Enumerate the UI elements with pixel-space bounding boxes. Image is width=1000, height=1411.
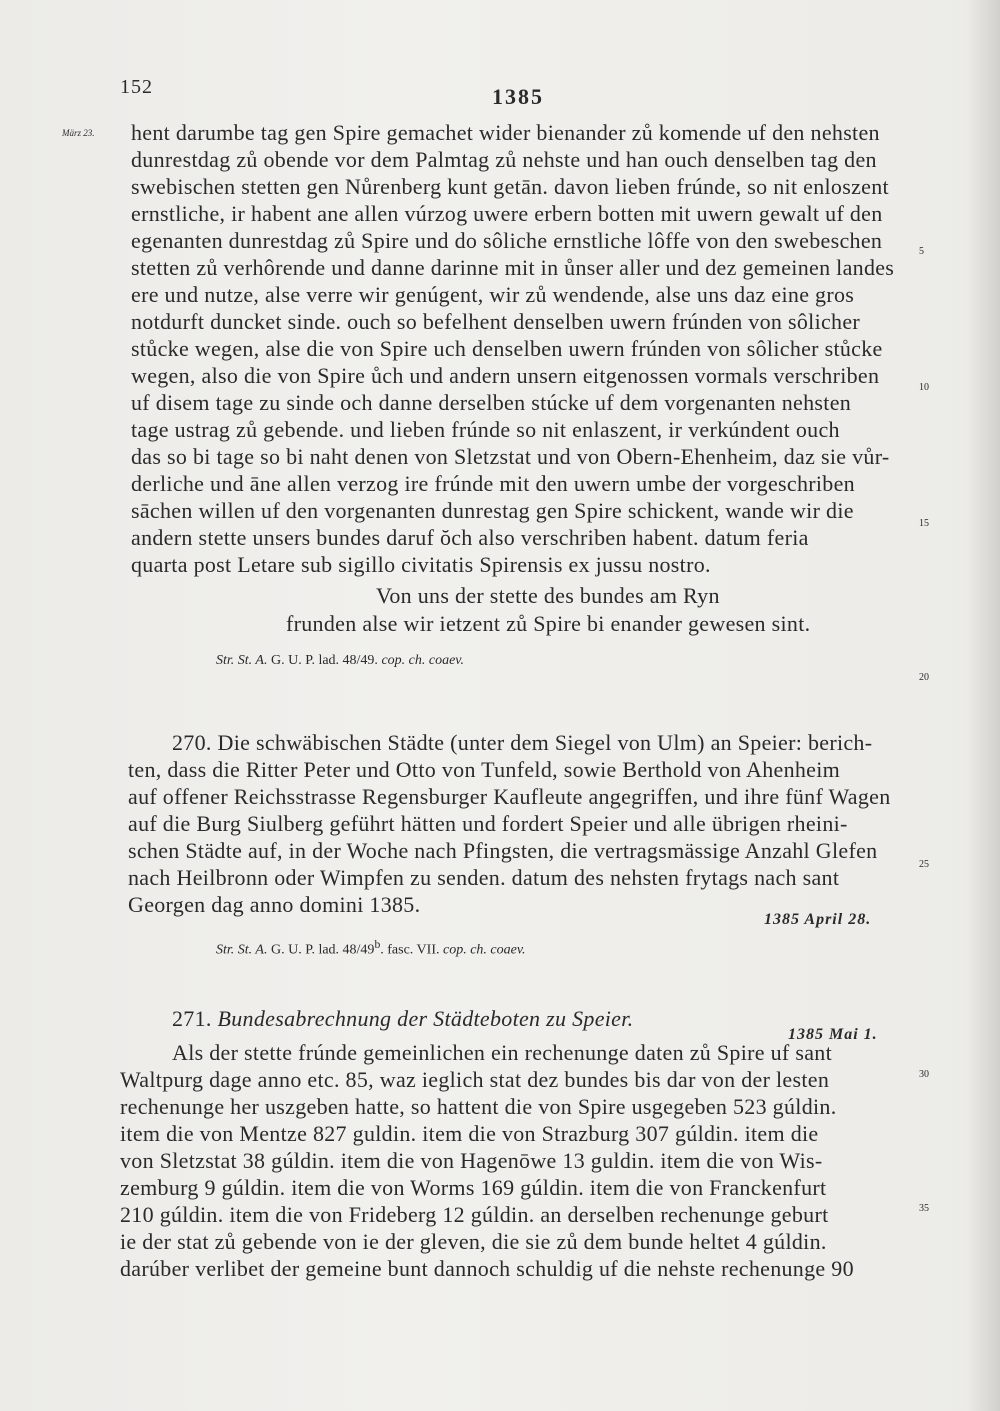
text-line: item die von Mentze 827 guldin. item die von Strazburg 307 gúldin. item die	[120, 1121, 819, 1146]
text-line: notdurft duncket sinde. ouch so befelhent denselben uwern frúnden von sôlicher	[131, 309, 861, 334]
text-line: ie der stat zů gebende von ie der gleven, die sie zů dem bunde heltet 4 gúldin.	[120, 1229, 827, 1254]
text-line: rechenunge her uszgeben hatte, so hattent die von Spire usgegeben 523 gúldin.	[120, 1094, 837, 1119]
closing-line: frunden alse wir ietzent zů Spire bi enander gewesen sint.	[286, 611, 811, 636]
text-line: hent darumbe tag gen Spire gemachet wider bienander zů komende uf den nehsten	[131, 120, 880, 145]
text-line: stetten zů verhôrende und danne darinne mit in ůnser aller und dez gemeinen landes	[131, 255, 895, 280]
source-note: cop. ch. coaev.	[443, 942, 526, 958]
text-line: egenanten dunrestdag zů Spire und do sôliche ernstliche lôffe von den swebeschen	[131, 228, 883, 253]
closing-line: Von uns der stette des bundes am Ryn	[376, 583, 720, 608]
margin-date: März 23.	[62, 128, 95, 138]
text-line: andern stette unsers bundes daruf ŏch also verschriben habent. datum feria	[131, 525, 809, 550]
text-line: auf offener Reichsstrasse Regensburger Kaufleute angegriffen, und ihre fünf Wagen	[128, 784, 891, 809]
text-line: Die schwäbischen Städte (unter dem Siegel von Ulm) an Speier: berich-	[217, 730, 873, 755]
source-citation	[216, 938, 526, 959]
text-line: Als der stette frúnde gemeinlichen ein rechenunge daten zů Spire uf sant	[172, 1040, 832, 1065]
text-line: derliche und āne allen verzog ire frúnde mit den uwern umbe der vorgeschriben	[131, 471, 855, 496]
text-line: ernstliche, ir habent ane allen vúrzog uwere erbern botten mit uwern gewalt uf den	[131, 201, 883, 226]
line-number: 25	[919, 859, 929, 870]
text-line: nach Heilbronn oder Wimpfen zu senden. datum des nehsten frytags nach sant	[128, 865, 840, 890]
entry-number: 270.	[172, 730, 212, 755]
page-number: 152	[120, 76, 153, 98]
page-edge-shadow	[966, 0, 1000, 1411]
entry-number: 271.	[172, 1006, 212, 1031]
source-citation	[216, 653, 464, 669]
text-line: Waltpurg dage anno etc. 85, waz ieglich stat dez bundes bis dar von der lesten	[120, 1067, 830, 1092]
line-number: 10	[919, 382, 929, 393]
line-number: 35	[919, 1203, 929, 1214]
text-line: das so bi tage so bi naht denen von Sletzstat und von Obern-Ehenheim, daz sie vůr-	[131, 444, 890, 469]
line-number: 5	[919, 246, 924, 257]
text-line: Georgen dag anno domini 1385.	[128, 892, 421, 917]
text-line: 210 gúldin. item die von Frideberg 12 gúldin. an derselben rechenunge geburt	[120, 1202, 829, 1227]
text-line: stůcke wegen, alse die von Spire uch denselben uwern frúnden von sôlicher stůcke	[131, 336, 883, 361]
entry-date: 1385 April 28.	[764, 911, 872, 928]
text-line: sāchen willen uf den vorgenanten dunrestag gen Spire schickent, wande wir die	[131, 498, 854, 523]
text-line: auf die Burg Siulberg geführt hätten und fordert Speier und alle übrigen rheini-	[128, 811, 848, 836]
source-shelf: G. U. P. lad. 48/49.	[270, 653, 378, 668]
source-fasc: . fasc. VII.	[380, 942, 440, 958]
text-line: zemburg 9 gúldin. item die von Worms 169 gúldin. item die von Franckenfurt	[120, 1175, 827, 1200]
line-number: 15	[919, 518, 929, 529]
text-line: wegen, also die von Spire ůch und andern unsern eitgenossen vormals verschriben	[131, 363, 880, 388]
text-line: ten, dass die Ritter Peter und Otto von Tunfeld, sowie Berthold von Ahenheim	[128, 757, 841, 782]
entry-date: 1385 Mai 1.	[788, 1026, 878, 1043]
entry-title: Bundesabrechnung der Städteboten zu Speier.	[217, 1006, 634, 1031]
source-note: cop. ch. coaev.	[381, 653, 464, 668]
text-line: dunrestdag zů obende vor dem Palmtag zů nehste und han ouch denselben tag den	[131, 147, 877, 172]
line-number: 30	[919, 1069, 929, 1080]
text-line: ere und nutze, alse verre wir genúgent, wir zů wendende, alse uns daz eine gros	[131, 282, 855, 307]
source-archive: Str. St. A.	[216, 653, 268, 668]
source-superscript: b	[374, 938, 381, 951]
line-number: 20	[919, 672, 929, 683]
text-line: uf disem tage zu sinde och danne derselben stúcke uf dem vorgenanten nehsten	[131, 390, 852, 415]
text-line: swebischen stetten gen Nůrenberg kunt getān. davon lieben frúnde, so nit enloszent	[131, 174, 889, 199]
source-shelf: G. U. P. lad. 48/49	[270, 942, 375, 958]
page-year-heading: 1385	[492, 84, 544, 109]
text-line: darúber verlibet der gemeine bunt dannoch schuldig uf die nehste rechenunge 90	[120, 1256, 854, 1281]
source-archive: Str. St. A.	[216, 942, 268, 958]
text-line: von Sletzstat 38 gúldin. item die von Hagenōwe 13 guldin. item die von Wis-	[120, 1148, 823, 1173]
text-line: schen Städte auf, in der Woche nach Pfingsten, die vertragsmässige Anzahl Glefen	[128, 838, 878, 863]
text-line: quarta post Letare sub sigillo civitatis Spirensis ex jussu nostro.	[131, 552, 711, 577]
entry-271-heading	[172, 1006, 633, 1032]
entry-270-first-line	[172, 730, 872, 756]
text-line: tage ustrag zů gebende. und lieben frúnde so nit enlaszent, ir verkúndent ouch	[131, 417, 840, 442]
